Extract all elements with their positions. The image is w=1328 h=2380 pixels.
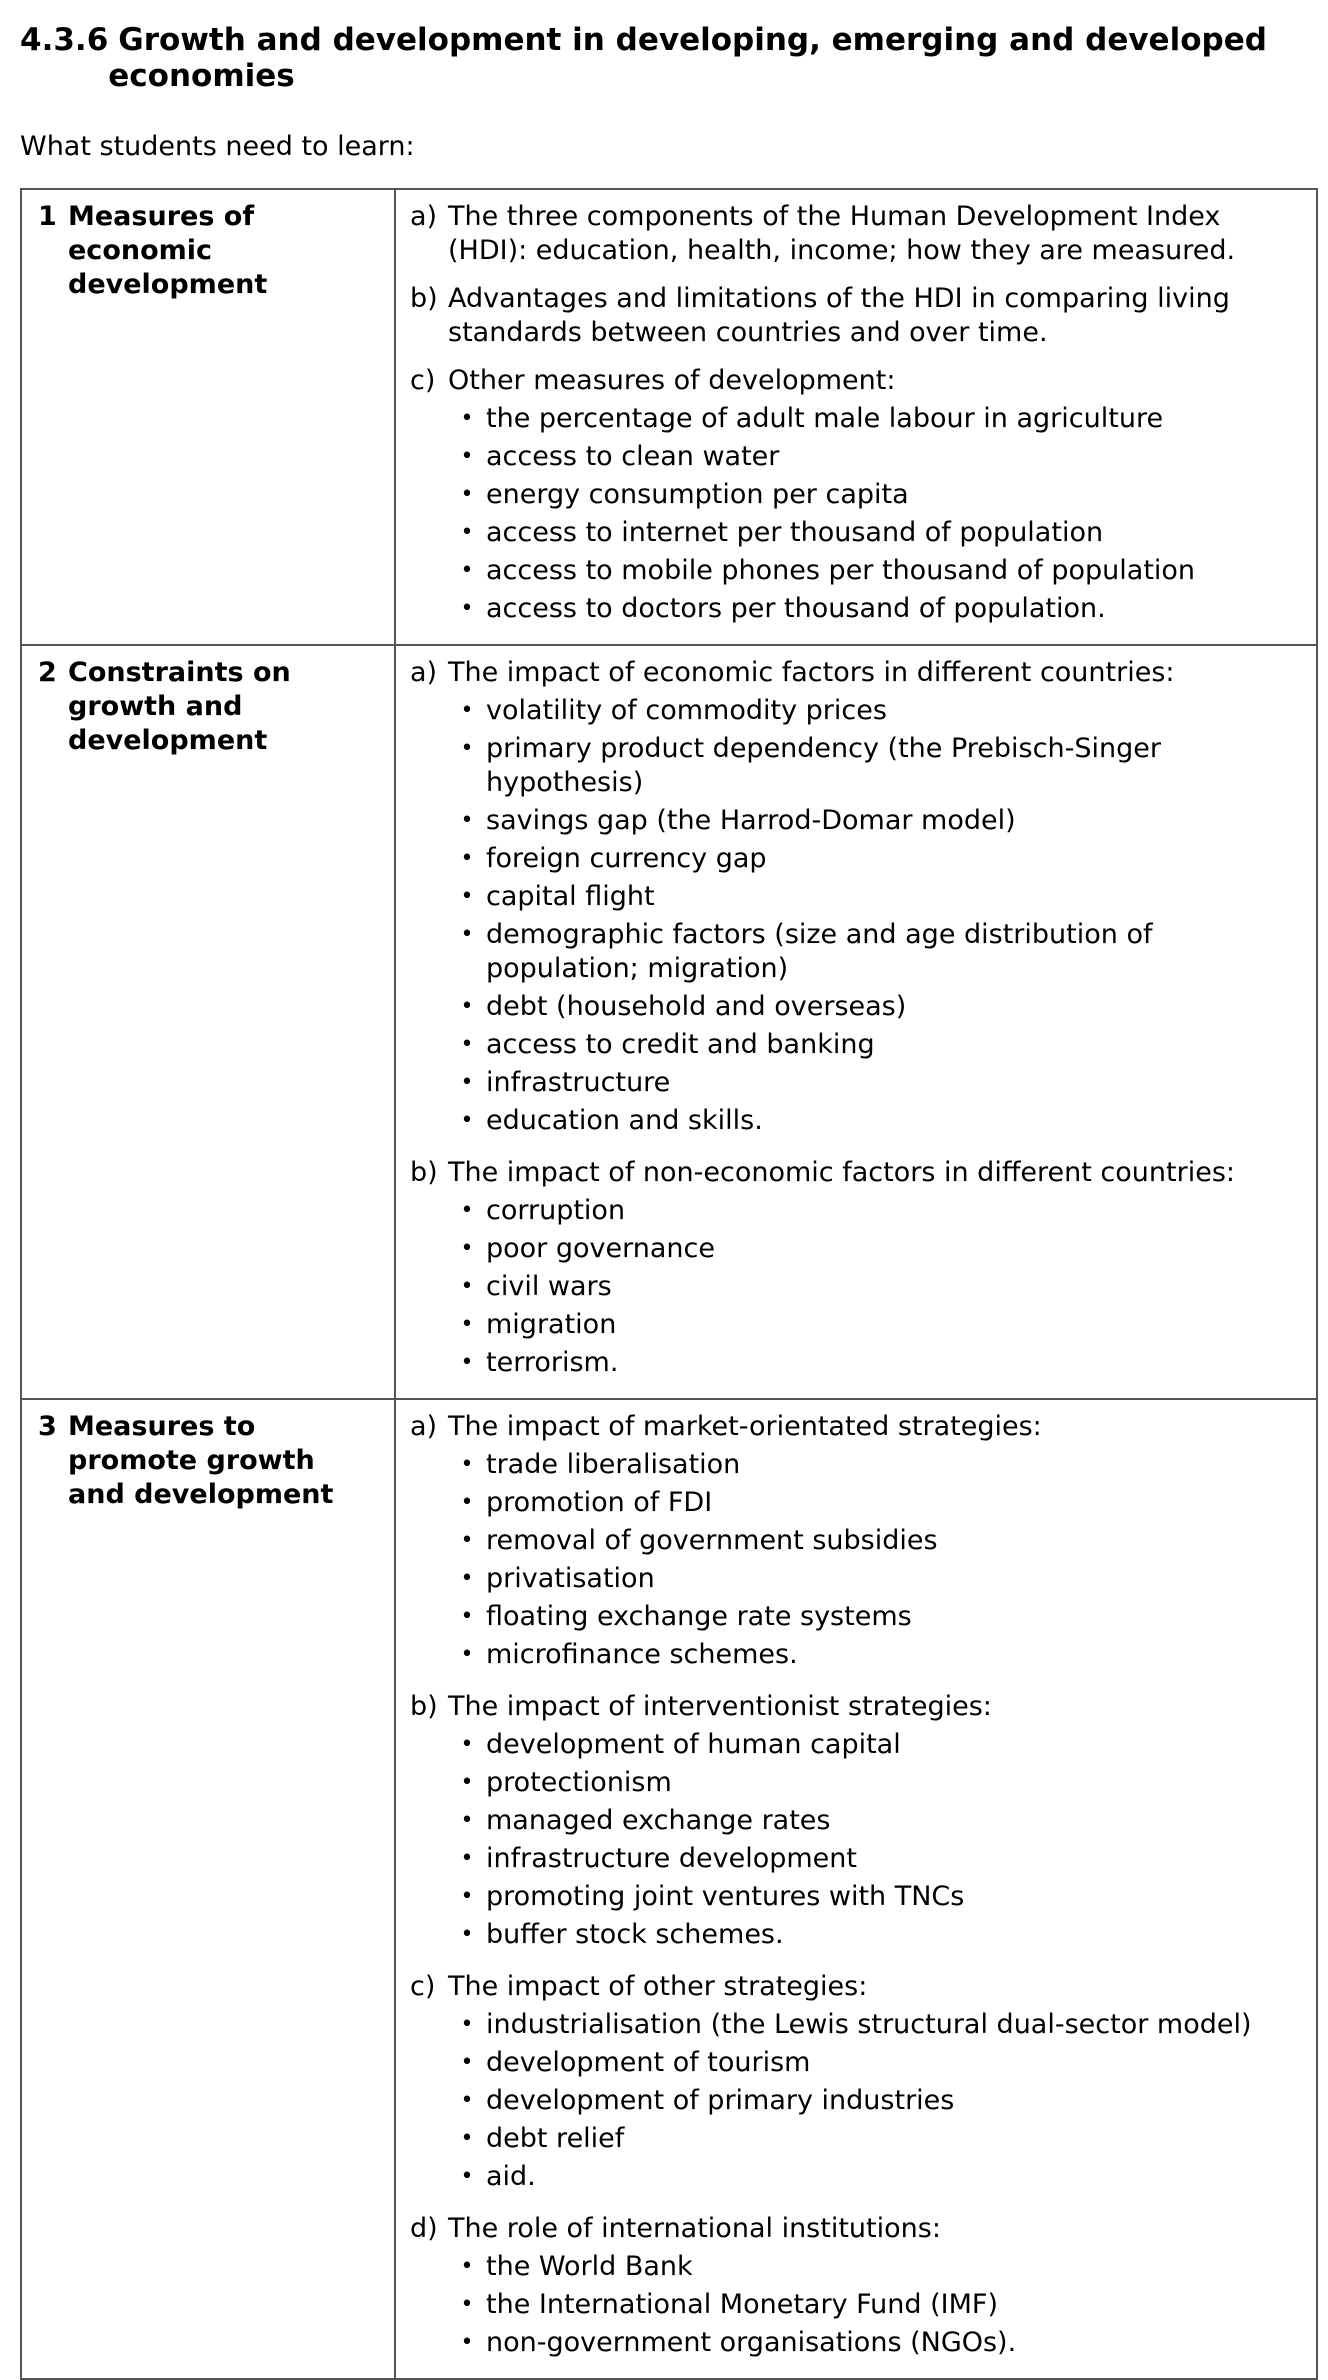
bullet-icon: • xyxy=(460,698,474,723)
list-item-text: access to doctors per thousand of population. xyxy=(486,593,1106,624)
bullet-icon: • xyxy=(460,2164,474,2189)
bullet-list xyxy=(448,402,1306,626)
list-item xyxy=(448,2250,1306,2284)
list-item xyxy=(448,1804,1306,1838)
list-item xyxy=(448,1194,1306,1228)
list-item-text: development of human capital xyxy=(486,1729,901,1760)
list-item-text: removal of government subsidies xyxy=(486,1525,938,1556)
list-item-text: infrastructure development xyxy=(486,1843,857,1874)
bullet-icon: • xyxy=(460,1490,474,1515)
list-item-text: infrastructure xyxy=(486,1067,671,1098)
table-row xyxy=(21,189,1317,645)
section-body xyxy=(448,656,1306,1142)
list-item xyxy=(448,1766,1306,1800)
list-item xyxy=(448,592,1306,626)
list-item-text: the International Monetary Fund (IMF) xyxy=(486,2289,998,2320)
list-item xyxy=(448,918,1306,986)
section-letter: d) xyxy=(410,2213,438,2244)
list-item xyxy=(448,1232,1306,1266)
list-item xyxy=(448,1728,1306,1762)
bullet-icon: • xyxy=(460,558,474,583)
bullet-icon: • xyxy=(460,2330,474,2355)
bullet-icon: • xyxy=(460,2050,474,2075)
list-item xyxy=(448,478,1306,512)
section-number: 4.3.6 xyxy=(20,22,109,58)
content-section xyxy=(410,1690,1306,1956)
section-letter: b) xyxy=(410,1157,438,1188)
list-item xyxy=(448,2046,1306,2080)
table-row xyxy=(21,645,1317,1399)
list-item xyxy=(448,1028,1306,1062)
list-item-text: education and skills. xyxy=(486,1105,763,1136)
intro-text: What students need to learn: xyxy=(20,131,415,162)
list-item-text: industrialisation (the Lewis structural dual-sector model) xyxy=(486,2009,1252,2040)
list-item xyxy=(448,1270,1306,1304)
list-item-text: corruption xyxy=(486,1195,626,1226)
list-item-text: demographic factors (size and age distribution of population; migration) xyxy=(486,919,1153,984)
section-letter: c) xyxy=(410,365,436,396)
bullet-icon: • xyxy=(460,1198,474,1223)
list-item-text: non-government organisations (NGOs). xyxy=(486,2327,1017,2358)
document xyxy=(20,22,1318,2358)
list-item-text: floating exchange rate systems xyxy=(486,1601,912,1632)
list-item xyxy=(448,2122,1306,2156)
list-item-text: development of tourism xyxy=(486,2047,811,2078)
list-item xyxy=(448,1524,1306,1558)
bullet-icon: • xyxy=(460,2126,474,2151)
list-item xyxy=(448,1638,1306,1672)
section-letter: a) xyxy=(410,201,438,232)
section-text: Other measures of development: xyxy=(448,365,896,396)
topic-number: 3 xyxy=(38,1411,57,1442)
content-section xyxy=(410,364,1306,630)
topic-title: Constraints on growth and development xyxy=(68,657,291,756)
content-table-body xyxy=(21,189,1317,2379)
list-item xyxy=(448,1448,1306,1482)
list-item xyxy=(448,1562,1306,1596)
section-title xyxy=(108,22,1318,94)
list-item-text: the percentage of adult male labour in agriculture xyxy=(486,403,1164,434)
section-letter: a) xyxy=(410,657,438,688)
bullet-icon: • xyxy=(460,596,474,621)
bullet-icon: • xyxy=(460,808,474,833)
bullet-icon: • xyxy=(460,2292,474,2317)
list-item-text: primary product dependency (the Prebisch-Singer hypothesis) xyxy=(486,733,1161,798)
section-body xyxy=(448,1156,1306,1384)
content-section xyxy=(410,1970,1306,2198)
topic-title: Measures to promote growth and development xyxy=(68,1411,334,1510)
content-table xyxy=(20,188,1318,2380)
content-section xyxy=(410,1410,1306,1676)
topic-label xyxy=(38,656,380,758)
section-letter: c) xyxy=(410,1971,436,2002)
list-item-text: poor governance xyxy=(486,1233,715,1264)
bullet-icon: • xyxy=(460,2088,474,2113)
topic-cell xyxy=(21,645,395,1399)
content-cell xyxy=(395,1399,1317,2379)
bullet-icon: • xyxy=(460,1604,474,1629)
section-body xyxy=(448,200,1306,268)
section-body xyxy=(448,282,1306,350)
list-item-text: terrorism. xyxy=(486,1347,619,1378)
content-section xyxy=(410,200,1306,268)
list-item xyxy=(448,732,1306,800)
content-section xyxy=(410,1156,1306,1384)
list-item xyxy=(448,2008,1306,2042)
bullet-icon: • xyxy=(460,994,474,1019)
bullet-list xyxy=(448,694,1306,1138)
list-item-text: managed exchange rates xyxy=(486,1805,831,1836)
list-item-text: access to mobile phones per thousand of population xyxy=(486,555,1196,586)
list-item-text: civil wars xyxy=(486,1271,612,1302)
list-item-text: foreign currency gap xyxy=(486,843,767,874)
bullet-icon: • xyxy=(460,1528,474,1553)
list-item-text: capital flight xyxy=(486,881,655,912)
list-item-text: promotion of FDI xyxy=(486,1487,713,1518)
list-item xyxy=(448,842,1306,876)
list-item xyxy=(448,1880,1306,1914)
topic-label xyxy=(38,200,380,302)
list-item-text: access to internet per thousand of population xyxy=(486,517,1104,548)
list-item-text: aid. xyxy=(486,2161,536,2192)
content-section xyxy=(410,282,1306,350)
section-text: Advantages and limitations of the HDI in comparing living standards between countries and over time. xyxy=(448,283,1230,348)
section-body xyxy=(448,1690,1306,1956)
topic-number: 2 xyxy=(38,657,57,688)
list-item xyxy=(448,1842,1306,1876)
section-text: The impact of non-economic factors in different countries: xyxy=(448,1157,1235,1188)
bullet-icon: • xyxy=(460,1732,474,1757)
bullet-icon: • xyxy=(460,1274,474,1299)
bullet-icon: • xyxy=(460,406,474,431)
bullet-icon: • xyxy=(460,884,474,909)
topic-cell xyxy=(21,189,395,645)
bullet-icon: • xyxy=(460,1350,474,1375)
section-title-line2: economies xyxy=(108,58,295,94)
list-item xyxy=(448,694,1306,728)
bullet-icon: • xyxy=(460,2012,474,2037)
topic-label xyxy=(38,1410,380,1512)
bullet-icon: • xyxy=(460,444,474,469)
list-item-text: access to clean water xyxy=(486,441,780,472)
list-item xyxy=(448,554,1306,588)
bullet-list xyxy=(448,1448,1306,1672)
bullet-icon: • xyxy=(460,1108,474,1133)
list-item-text: savings gap (the Harrod-Domar model) xyxy=(486,805,1016,836)
list-item xyxy=(448,2160,1306,2194)
topic-cell xyxy=(21,1399,395,2379)
list-item-text: development of primary industries xyxy=(486,2085,955,2116)
bullet-icon: • xyxy=(460,1922,474,1947)
list-item xyxy=(448,440,1306,474)
bullet-icon: • xyxy=(460,1070,474,1095)
topic-title: Measures of economic development xyxy=(68,201,268,300)
list-item xyxy=(448,804,1306,838)
bullet-icon: • xyxy=(460,1312,474,1337)
bullet-icon: • xyxy=(460,736,474,761)
bullet-icon: • xyxy=(460,922,474,947)
list-item-text: debt (household and overseas) xyxy=(486,991,907,1022)
list-item-text: energy consumption per capita xyxy=(486,479,909,510)
section-body xyxy=(448,1410,1306,1676)
bullet-icon: • xyxy=(460,482,474,507)
list-item-text: volatility of commodity prices xyxy=(486,695,887,726)
list-item xyxy=(448,2084,1306,2118)
list-item xyxy=(448,402,1306,436)
bullet-icon: • xyxy=(460,1032,474,1057)
bullet-icon: • xyxy=(460,1808,474,1833)
section-letter: b) xyxy=(410,283,438,314)
list-item xyxy=(448,1486,1306,1520)
bullet-list xyxy=(448,1194,1306,1380)
section-text: The impact of other strategies: xyxy=(448,1971,868,2002)
bullet-icon: • xyxy=(460,1642,474,1667)
section-body xyxy=(448,2212,1306,2364)
bullet-list xyxy=(448,2008,1306,2194)
section-heading xyxy=(20,22,1318,94)
bullet-icon: • xyxy=(460,2254,474,2279)
section-title-line1: Growth and development in developing, emerging and developed xyxy=(118,22,1267,58)
bullet-icon: • xyxy=(460,846,474,871)
list-item-text: migration xyxy=(486,1309,617,1340)
list-item xyxy=(448,2288,1306,2322)
list-item-text: buffer stock schemes. xyxy=(486,1919,784,1950)
bullet-icon: • xyxy=(460,1566,474,1591)
bullet-icon: • xyxy=(460,1452,474,1477)
section-text: The impact of market-orientated strategies: xyxy=(448,1411,1042,1442)
content-cell xyxy=(395,189,1317,645)
section-letter: a) xyxy=(410,1411,438,1442)
section-text: The impact of interventionist strategies: xyxy=(448,1691,992,1722)
section-text: The impact of economic factors in different countries: xyxy=(448,657,1175,688)
bullet-list xyxy=(448,2250,1306,2360)
bullet-icon: • xyxy=(460,520,474,545)
list-item xyxy=(448,516,1306,550)
bullet-list xyxy=(448,1728,1306,1952)
section-letter: b) xyxy=(410,1691,438,1722)
bullet-icon: • xyxy=(460,1236,474,1261)
list-item xyxy=(448,990,1306,1024)
content-section xyxy=(410,656,1306,1142)
list-item xyxy=(448,1600,1306,1634)
section-body xyxy=(448,1970,1306,2198)
list-item xyxy=(448,1918,1306,1952)
list-item-text: access to credit and banking xyxy=(486,1029,875,1060)
list-item-text: promoting joint ventures with TNCs xyxy=(486,1881,965,1912)
list-item-text: trade liberalisation xyxy=(486,1449,741,1480)
content-cell xyxy=(395,645,1317,1399)
section-text: The role of international institutions: xyxy=(448,2213,941,2244)
list-item xyxy=(448,1066,1306,1100)
section-body xyxy=(448,364,1306,630)
table-row xyxy=(21,1399,1317,2379)
list-item-text: debt relief xyxy=(486,2123,625,2154)
list-item xyxy=(448,880,1306,914)
list-item xyxy=(448,1308,1306,1342)
list-item-text: microfinance schemes. xyxy=(486,1639,798,1670)
bullet-icon: • xyxy=(460,1770,474,1795)
list-item-text: the World Bank xyxy=(486,2251,693,2282)
content-section xyxy=(410,2212,1306,2364)
bullet-icon: • xyxy=(460,1884,474,1909)
list-item xyxy=(448,1346,1306,1380)
bullet-icon: • xyxy=(460,1846,474,1871)
list-item xyxy=(448,1104,1306,1138)
section-text: The three components of the Human Development Index (HDI): education, health, income; how they are measured. xyxy=(448,201,1236,266)
topic-number: 1 xyxy=(38,201,57,232)
list-item-text: privatisation xyxy=(486,1563,655,1594)
list-item-text: protectionism xyxy=(486,1767,672,1798)
list-item xyxy=(448,2326,1306,2360)
